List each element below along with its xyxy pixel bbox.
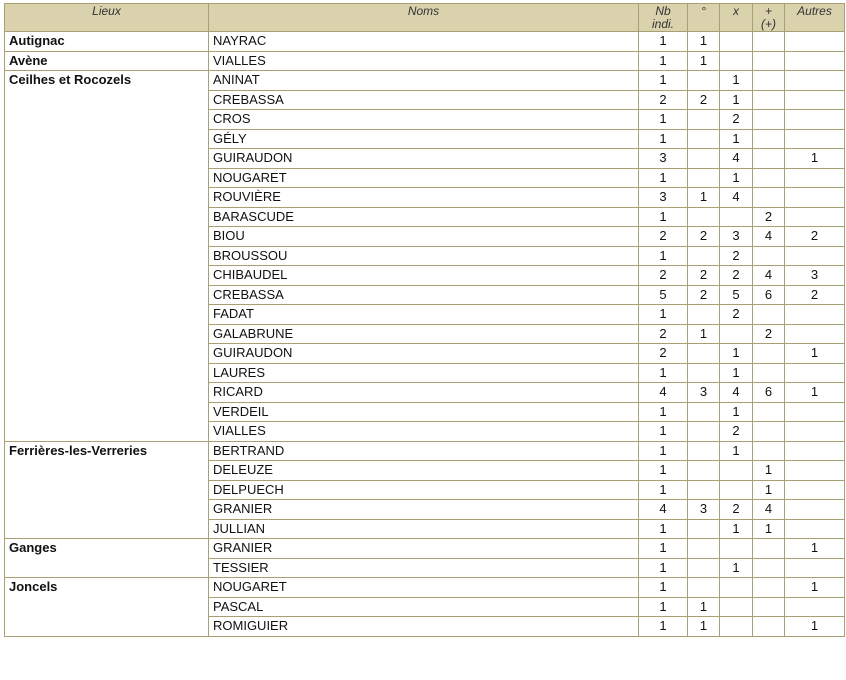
deg-cell [688, 422, 720, 442]
autres-cell [785, 90, 845, 110]
header-degree: ° [688, 4, 720, 32]
nb-cell: 1 [639, 597, 688, 617]
deg-cell: 3 [688, 500, 720, 520]
x-cell: 4 [720, 383, 753, 403]
header-plus-line2: (+) [761, 17, 776, 31]
name-cell: FADAT [209, 305, 639, 325]
name-cell: NOUGARET [209, 168, 639, 188]
place-cell: Ferrières-les-Verreries [5, 441, 209, 539]
header-noms: Noms [209, 4, 639, 32]
table-row [5, 441, 845, 461]
nb-cell: 1 [639, 617, 688, 637]
name-cell: RICARD [209, 383, 639, 403]
place-cell: Autignac [5, 32, 209, 52]
table-row [5, 51, 845, 71]
plus-cell: 2 [753, 324, 785, 344]
plus-cell [753, 597, 785, 617]
deg-cell: 2 [688, 90, 720, 110]
header-lieux: Lieux [5, 4, 209, 32]
plus-cell [753, 188, 785, 208]
deg-cell: 1 [688, 324, 720, 344]
autres-cell: 1 [785, 344, 845, 364]
plus-cell [753, 578, 785, 598]
name-cell: VERDEIL [209, 402, 639, 422]
name-cell: TESSIER [209, 558, 639, 578]
name-cell: DELPUECH [209, 480, 639, 500]
deg-cell [688, 558, 720, 578]
deg-cell: 1 [688, 597, 720, 617]
place-cell: Joncels [5, 578, 209, 637]
deg-cell [688, 363, 720, 383]
autres-cell: 2 [785, 227, 845, 247]
x-cell: 1 [720, 402, 753, 422]
autres-cell [785, 597, 845, 617]
deg-cell [688, 578, 720, 598]
autres-cell: 1 [785, 578, 845, 598]
nb-cell: 1 [639, 129, 688, 149]
nb-cell: 5 [639, 285, 688, 305]
name-cell: ROMIGUIER [209, 617, 639, 637]
autres-cell [785, 168, 845, 188]
autres-cell [785, 51, 845, 71]
genealogy-table [4, 3, 845, 637]
x-cell: 1 [720, 441, 753, 461]
autres-cell [785, 246, 845, 266]
nb-cell: 1 [639, 168, 688, 188]
autres-cell [785, 305, 845, 325]
name-cell: VIALLES [209, 422, 639, 442]
autres-cell [785, 110, 845, 130]
nb-cell: 1 [639, 461, 688, 481]
autres-cell [785, 207, 845, 227]
table-body [5, 32, 845, 637]
header-autres: Autres [785, 4, 845, 32]
name-cell: ANINAT [209, 71, 639, 91]
plus-cell [753, 402, 785, 422]
header-plus-line1: + [764, 4, 772, 18]
deg-cell: 2 [688, 227, 720, 247]
nb-cell: 1 [639, 207, 688, 227]
x-cell: 4 [720, 149, 753, 169]
header-x: x [720, 4, 753, 32]
x-cell [720, 51, 753, 71]
name-cell: NOUGARET [209, 578, 639, 598]
deg-cell [688, 149, 720, 169]
plus-cell [753, 441, 785, 461]
deg-cell [688, 168, 720, 188]
nb-cell: 1 [639, 32, 688, 52]
nb-cell: 1 [639, 363, 688, 383]
name-cell: GUIRAUDON [209, 344, 639, 364]
name-cell: VIALLES [209, 51, 639, 71]
autres-cell [785, 129, 845, 149]
nb-cell: 1 [639, 578, 688, 598]
nb-cell: 1 [639, 110, 688, 130]
plus-cell [753, 51, 785, 71]
name-cell: DELEUZE [209, 461, 639, 481]
plus-cell [753, 539, 785, 559]
place-cell: Ceilhes et Rocozels [5, 71, 209, 442]
nb-cell: 1 [639, 441, 688, 461]
table-row [5, 578, 845, 598]
x-cell: 1 [720, 90, 753, 110]
x-cell: 1 [720, 168, 753, 188]
x-cell: 2 [720, 266, 753, 286]
autres-cell [785, 32, 845, 52]
name-cell: GUIRAUDON [209, 149, 639, 169]
plus-cell: 1 [753, 480, 785, 500]
plus-cell [753, 363, 785, 383]
table-row [5, 32, 845, 52]
plus-cell [753, 110, 785, 130]
header-nb-line1: Nb [655, 4, 671, 18]
name-cell: NAYRAC [209, 32, 639, 52]
x-cell [720, 32, 753, 52]
x-cell: 2 [720, 422, 753, 442]
deg-cell [688, 110, 720, 130]
nb-cell: 1 [639, 519, 688, 539]
x-cell: 1 [720, 344, 753, 364]
table-row [5, 539, 845, 559]
name-cell: CHIBAUDEL [209, 266, 639, 286]
autres-cell [785, 324, 845, 344]
nb-cell: 1 [639, 422, 688, 442]
name-cell: LAURES [209, 363, 639, 383]
autres-cell [785, 519, 845, 539]
plus-cell [753, 168, 785, 188]
deg-cell: 1 [688, 51, 720, 71]
deg-cell [688, 402, 720, 422]
name-cell: BROUSSOU [209, 246, 639, 266]
deg-cell: 1 [688, 617, 720, 637]
nb-cell: 1 [639, 539, 688, 559]
name-cell: CREBASSA [209, 90, 639, 110]
plus-cell [753, 422, 785, 442]
deg-cell [688, 246, 720, 266]
deg-cell: 1 [688, 32, 720, 52]
table-header [5, 4, 845, 32]
autres-cell: 1 [785, 383, 845, 403]
deg-cell [688, 305, 720, 325]
autres-cell: 1 [785, 149, 845, 169]
plus-cell [753, 90, 785, 110]
plus-cell [753, 71, 785, 91]
header-nb-indi [639, 4, 688, 32]
nb-cell: 2 [639, 90, 688, 110]
x-cell [720, 539, 753, 559]
autres-cell [785, 363, 845, 383]
nb-cell: 2 [639, 227, 688, 247]
name-cell: CROS [209, 110, 639, 130]
autres-cell: 2 [785, 285, 845, 305]
plus-cell [753, 129, 785, 149]
nb-cell: 2 [639, 266, 688, 286]
plus-cell [753, 32, 785, 52]
deg-cell [688, 461, 720, 481]
autres-cell: 1 [785, 617, 845, 637]
autres-cell [785, 558, 845, 578]
nb-cell: 3 [639, 188, 688, 208]
autres-cell [785, 500, 845, 520]
x-cell [720, 597, 753, 617]
name-cell: GRANIER [209, 539, 639, 559]
nb-cell: 4 [639, 383, 688, 403]
autres-cell: 3 [785, 266, 845, 286]
deg-cell: 3 [688, 383, 720, 403]
x-cell: 3 [720, 227, 753, 247]
nb-cell: 1 [639, 71, 688, 91]
nb-cell: 1 [639, 480, 688, 500]
name-cell: GALABRUNE [209, 324, 639, 344]
nb-cell: 3 [639, 149, 688, 169]
autres-cell [785, 71, 845, 91]
plus-cell: 2 [753, 207, 785, 227]
name-cell: JULLIAN [209, 519, 639, 539]
deg-cell [688, 344, 720, 364]
name-cell: PASCAL [209, 597, 639, 617]
nb-cell: 1 [639, 305, 688, 325]
deg-cell [688, 207, 720, 227]
name-cell: BERTRAND [209, 441, 639, 461]
name-cell: BARASCUDE [209, 207, 639, 227]
x-cell: 2 [720, 500, 753, 520]
x-cell: 2 [720, 246, 753, 266]
x-cell [720, 207, 753, 227]
x-cell: 5 [720, 285, 753, 305]
plus-cell: 6 [753, 285, 785, 305]
x-cell: 2 [720, 305, 753, 325]
x-cell [720, 461, 753, 481]
plus-cell [753, 149, 785, 169]
x-cell: 1 [720, 71, 753, 91]
plus-cell: 4 [753, 500, 785, 520]
plus-cell: 6 [753, 383, 785, 403]
autres-cell [785, 480, 845, 500]
name-cell: BIOU [209, 227, 639, 247]
plus-cell [753, 558, 785, 578]
x-cell [720, 578, 753, 598]
deg-cell [688, 129, 720, 149]
table-row [5, 71, 845, 91]
plus-cell [753, 305, 785, 325]
name-cell: GÉLY [209, 129, 639, 149]
x-cell: 1 [720, 558, 753, 578]
plus-cell [753, 617, 785, 637]
plus-cell: 4 [753, 266, 785, 286]
place-cell: Ganges [5, 539, 209, 578]
nb-cell: 4 [639, 500, 688, 520]
nb-cell: 1 [639, 558, 688, 578]
nb-cell: 2 [639, 324, 688, 344]
header-nb-line2: indi. [651, 17, 674, 31]
plus-cell [753, 344, 785, 364]
nb-cell: 2 [639, 344, 688, 364]
x-cell: 1 [720, 129, 753, 149]
nb-cell: 1 [639, 402, 688, 422]
autres-cell [785, 422, 845, 442]
x-cell: 4 [720, 188, 753, 208]
deg-cell [688, 71, 720, 91]
deg-cell: 2 [688, 266, 720, 286]
deg-cell: 1 [688, 188, 720, 208]
plus-cell: 1 [753, 461, 785, 481]
x-cell: 2 [720, 110, 753, 130]
x-cell [720, 480, 753, 500]
name-cell: ROUVIÈRE [209, 188, 639, 208]
deg-cell: 2 [688, 285, 720, 305]
deg-cell [688, 519, 720, 539]
deg-cell [688, 441, 720, 461]
deg-cell [688, 480, 720, 500]
plus-cell: 1 [753, 519, 785, 539]
name-cell: GRANIER [209, 500, 639, 520]
x-cell: 1 [720, 519, 753, 539]
place-cell: Avène [5, 51, 209, 71]
autres-cell [785, 461, 845, 481]
header-row [5, 4, 845, 32]
header-plus [753, 4, 785, 32]
autres-cell [785, 188, 845, 208]
autres-cell: 1 [785, 539, 845, 559]
autres-cell [785, 441, 845, 461]
nb-cell: 1 [639, 51, 688, 71]
plus-cell [753, 246, 785, 266]
x-cell: 1 [720, 363, 753, 383]
name-cell: CREBASSA [209, 285, 639, 305]
x-cell [720, 324, 753, 344]
nb-cell: 1 [639, 246, 688, 266]
autres-cell [785, 402, 845, 422]
x-cell [720, 617, 753, 637]
deg-cell [688, 539, 720, 559]
plus-cell: 4 [753, 227, 785, 247]
